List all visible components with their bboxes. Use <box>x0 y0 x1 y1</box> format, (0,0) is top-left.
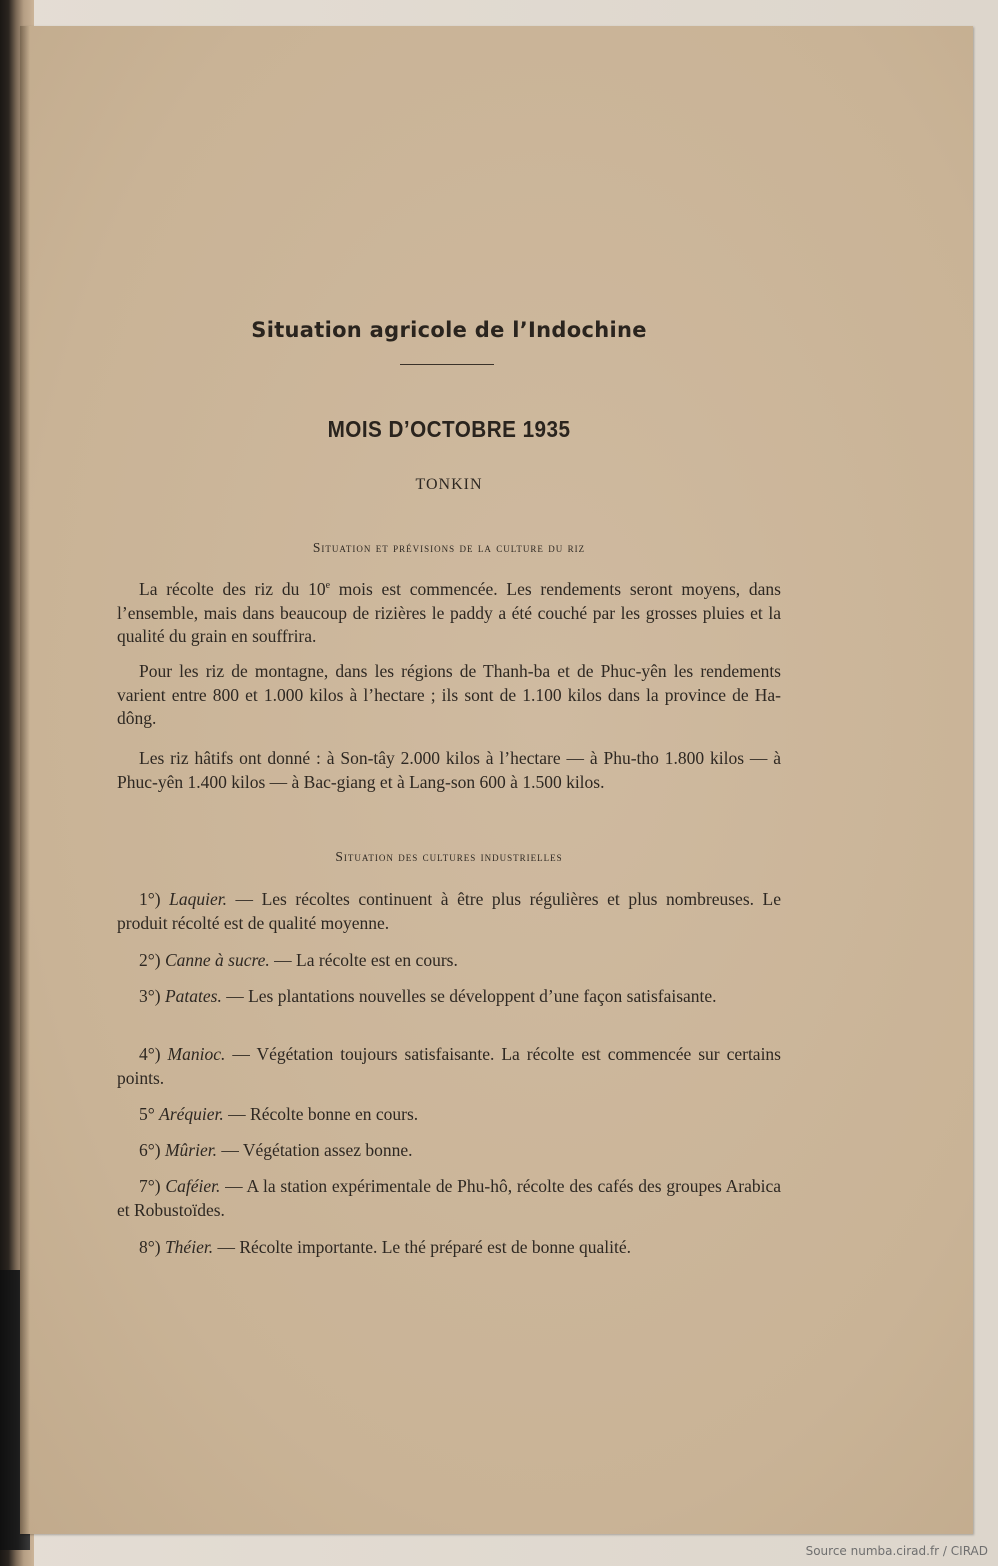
paragraph-rice-harvest <box>117 578 781 649</box>
list-item <box>117 985 781 1009</box>
list-item <box>117 1175 781 1222</box>
list-item <box>117 1103 781 1127</box>
item-text: — Récolte bonne en cours. <box>223 1104 419 1124</box>
item-number: 8°) <box>139 1237 161 1257</box>
item-number: 7°) <box>139 1176 161 1196</box>
item-name: Canne à sucre. <box>164 950 270 970</box>
item-name: Caféier. <box>165 1176 221 1196</box>
paragraph-early-rice <box>117 747 781 794</box>
item-text: — Les plantations nouvelles se développent d’une façon satisfaisante. <box>221 986 717 1006</box>
section-heading-industrial: Situation des cultures industrielles <box>335 849 563 864</box>
paragraph-text: Les riz hâtifs ont donné : à Son-tây 2.000 kilos à l’hectare — à Phu-tho 1.800 kilos — à Phuc-yên 1.400 kilos — à Bac-giang et à Lang-son 600 à 1.500 kilos. <box>117 748 781 792</box>
title-rule <box>400 364 494 365</box>
section-heading-rice: Situation et prévisions de la culture du riz <box>312 540 586 555</box>
paragraph-rice-harvest-text <box>117 578 781 649</box>
superscript: e <box>325 580 331 592</box>
paragraph-mountain-rice <box>117 660 781 731</box>
month-heading: MOIS D’OCTOBRE 1935 <box>327 416 571 442</box>
item-number: 5° <box>139 1104 155 1124</box>
list-item <box>117 888 781 935</box>
page-gutter-shadow <box>20 26 30 1534</box>
item-name: Théier. <box>164 1237 214 1257</box>
item-text: — Végétation toujours satisfaisante. La récolte est commencée sur certains points. <box>117 1044 781 1088</box>
region-heading: TONKIN <box>415 476 483 493</box>
list-item <box>117 949 781 973</box>
item-name: Mûrier. <box>164 1140 217 1160</box>
paragraph-text: Pour les riz de montagne, dans les régions de Thanh-ba et de Phuc-yên les rendements varient entre 800 et 1.000 kilos à l’hectare ; ils sont de 1.100 kilos dans la province de Ha-dông. <box>117 661 781 728</box>
item-name: Manioc. <box>167 1044 226 1064</box>
item-number: 2°) <box>139 950 161 970</box>
item-name: Patates. <box>164 986 222 1006</box>
item-number: 3°) <box>139 986 161 1006</box>
paragraph-text: La récolte des riz du 10 <box>139 579 326 599</box>
item-text: — Végétation assez bonne. <box>216 1140 413 1160</box>
item-number: 1°) <box>139 889 161 909</box>
list-item <box>117 1139 781 1163</box>
item-number: 6°) <box>139 1140 161 1160</box>
item-text: — Les récoltes continuent à être plus régulières et plus nombreuses. Le produit récolté est de qualité moyenne. <box>117 889 782 933</box>
document-title: Situation agricole de l’Indochine <box>251 318 647 342</box>
paragraph-text: mois est commencée. Les rendements seront moyens, dans l’ensemble, mais dans beaucoup de rizières le paddy a été couché par les grosses pluies et la qualité du grain en souffrira. <box>117 579 781 646</box>
item-text: — La récolte est en cours. <box>269 950 458 970</box>
list-item <box>117 1043 781 1090</box>
list-item <box>117 1236 781 1260</box>
item-number: 4°) <box>139 1044 161 1064</box>
item-name: Laquier. <box>169 889 227 909</box>
item-text: — A la station expérimentale de Phu-hô, récolte des cafés des groupes Arabica et Robustoïdes. <box>117 1176 782 1220</box>
item-name: Aréquier. <box>159 1104 224 1124</box>
item-text: — Récolte importante. Le thé préparé est de bonne qualité. <box>213 1237 631 1257</box>
source-credit: Source numba.cirad.fr / CIRAD <box>805 1544 988 1558</box>
